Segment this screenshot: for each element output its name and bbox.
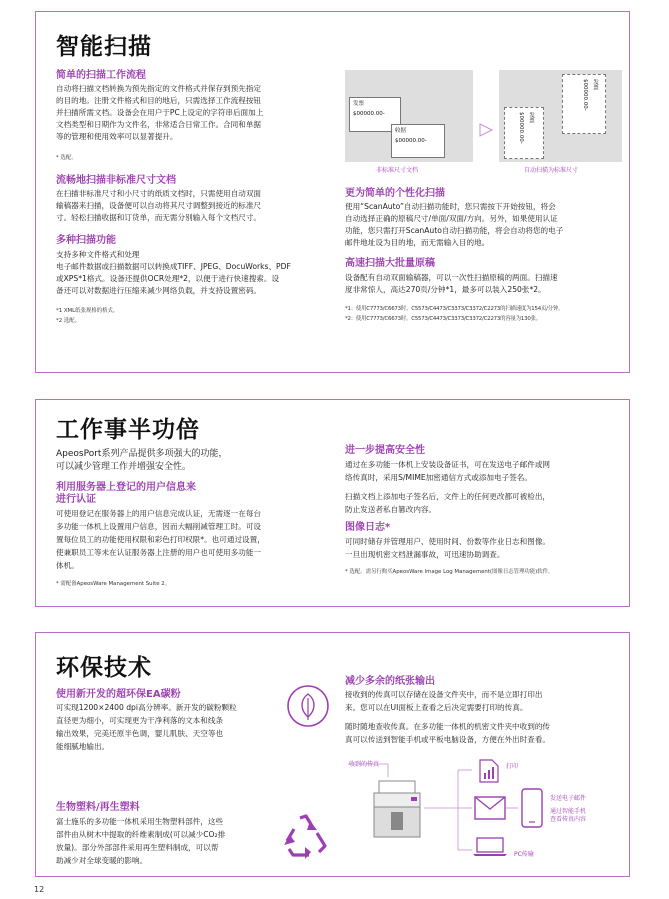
text-line: 寸。轻松扫描收据和订货单，而无需分别输入每个文档尺寸。 [56, 213, 262, 222]
received-fax-label: 收到的传真 [349, 761, 380, 768]
footnote: *2：使用C7773/C6673时。C5573/C4473/C3373/C3372/C2273的容量为130张。 [345, 316, 541, 322]
phone-label-1: 通过智能手机 [550, 808, 587, 815]
text-line: 助减少对全球变暖的影响。 [56, 856, 148, 865]
eco-title: 环保技术 [56, 655, 152, 681]
text-line: 多功能一体机上设置用户信息，因而大幅削减管理工时。可设 [56, 522, 262, 531]
receipt-amount: $00000.00- [395, 138, 427, 144]
text-line: 络传真时，采用S/MIME加密通信方式或添加电子签名。 [345, 473, 532, 482]
print-label: 打印 [506, 763, 519, 770]
footnote: * 选配。 [56, 155, 77, 161]
text-line: 备还可以对数据进行压缩来减少网络负载，并支持设置密码。 [56, 286, 262, 295]
text-line: 邮件地址设为目的地，而无需输入目的地。 [345, 238, 490, 247]
reduce-paper-heading: 减少多余的纸张输出 [345, 676, 435, 687]
image-log-heading: 图像日志* [345, 522, 391, 533]
document-print-icon [478, 759, 500, 783]
phone-label-2: 查看传真内容 [550, 816, 587, 823]
text-line: 部件由从树木中提取的纤维素制成(可以减少CO₂排 [56, 830, 226, 839]
text-line: 电子邮件数据或扫描数据可以转换成TIFF、JPEG、DocuWorks、PDF [56, 262, 291, 271]
text-line: 置每位员工的功能使用权限和彩色打印权限*。也可通过设置， [56, 535, 265, 544]
caption-standard: 自动扫描为标准尺寸 [524, 167, 579, 174]
text-line: 支持多种文件格式和处理 [56, 250, 140, 259]
standard-page-1 [504, 107, 544, 159]
smartphone-icon [521, 788, 543, 828]
lead-line: ApeosPort系列产品提供多项强大的功能， [56, 449, 228, 459]
text-line: 自动选择正确的原稿尺寸/单面/双面/方向。另外，如果使用认证 [345, 214, 558, 223]
text-line: 随时随地查收传真。在多功能一体机的机密文件夹中收到的传 [345, 722, 551, 731]
lead-line: 可以减少管理工作并增强安全性。 [56, 462, 192, 472]
text-line: 输稿器来扫描，设备便可以自动将其尺寸调整到接近的标准尺 [56, 201, 262, 210]
doc-amount: $00000.00- [518, 112, 524, 144]
footnote: * 需配备ApeosWare Management Suite 2。 [56, 581, 171, 587]
efficiency-panel [35, 399, 630, 607]
smart-scan-title: 智能扫描 [56, 34, 152, 60]
receipt-amount: $00000.00- [353, 111, 385, 117]
security-heading: 进一步提高安全性 [345, 445, 425, 456]
connector-lines [36, 633, 631, 878]
text-line: 接收到的传真可以存储在设备文件夹中，而不是立即打印出 [345, 690, 543, 699]
pc-transfer-label: PC传输 [514, 851, 534, 858]
text-line: 一旦出现机密文档泄漏事故，可迅速协助调查。 [345, 550, 505, 559]
smart-scan-panel [35, 11, 630, 373]
standard-page-2 [562, 74, 606, 134]
text-line: 的目的地。注册文件格式和目的地后，只需选择工作流程按钮 [56, 96, 262, 105]
text-line: 输出效果，完美还原半色调，婴儿肌肤、天空等也 [56, 729, 224, 738]
text-line: 防止发送者私自篡改内容。 [345, 505, 437, 514]
text-line: 使用“ScanAuto”自动扫描功能时，您只需按下开始按钮，将会 [345, 202, 556, 211]
text-line: 可使用登记在服务器上的用户信息完成认证，无需逐一在每台 [56, 509, 262, 518]
simple-workflow-heading: 简单的扫描工作流程 [56, 70, 146, 81]
personal-scan-heading: 更为简单的个性化扫描 [345, 188, 445, 199]
text-line: 设备配有自动双面输稿器，可以一次性扫描原稿的两面。扫描速 [345, 273, 558, 282]
footnote: *1 XML纸张规格的格式。 [56, 308, 119, 314]
doc-label: 发票 [528, 112, 534, 123]
text-line: 能细腻地输出。 [56, 742, 110, 751]
receipt-label: 收据 [395, 128, 407, 134]
receipt-label: 发票 [353, 101, 365, 107]
page-number: 12 [34, 885, 45, 894]
mfp-printer-icon [371, 779, 425, 839]
doc-label: 发票 [592, 79, 598, 90]
efficiency-title: 工作事半功倍 [56, 417, 200, 443]
text-line: 放量)。部分外部部件采用再生塑料制成，可以帮 [56, 843, 219, 852]
footnote: *2 选配。 [56, 318, 81, 324]
text-line: 等的管理和使用效率可以显著提升。 [56, 132, 178, 141]
multi-scan-heading: 多种扫描功能 [56, 235, 116, 246]
text-line: 并扫描所需文档。设备会在用户于PC上设定的字符串后面加上 [56, 108, 264, 117]
email-icon [474, 796, 506, 820]
server-auth-heading-2: 进行认证 [56, 494, 96, 505]
doc-amount: $00000.00- [582, 79, 588, 111]
text-line: 真可以传送到智能手机或平板电脑设备，方便在外出时查看。 [345, 735, 551, 744]
text-line: 通过在多功能一体机上安装设备证书，可在发送电子邮件或网 [345, 460, 551, 469]
eco-panel [35, 632, 630, 877]
text-line: 在扫描非标准尺寸和小尺寸的纸质文档时，只需使用自动双面 [56, 189, 262, 198]
server-auth-heading: 利用服务器上登记的用户信息来 [56, 482, 196, 493]
footnote: * 选配。需另行购买ApeosWare Image Log Management(图像日志管理功能)软件。 [345, 569, 554, 575]
text-line: 自动将扫描文档转换为预先指定的文件格式并保存到预先指定 [56, 84, 262, 93]
text-line: 功能，您只需打开ScanAuto自动扫描功能，将会自动将您的电子 [345, 226, 564, 235]
laptop-icon [472, 837, 508, 857]
text-line: 可同时储存并管理用户、使用时间、份数等作业日志和图像。 [345, 537, 551, 546]
text-line: 使兼职员工等未在认证服务器上注册的用户也可使用多功能一 [56, 548, 262, 557]
text-line: 体机。 [56, 561, 79, 570]
nonstandard-size-heading: 流畅地扫描非标准尺寸文档 [56, 175, 176, 186]
text-line: 文档类型和日期作为文件名，非常适合日常工作。合同和单据 [56, 120, 262, 129]
text-line: 扫描文档上添加电子签名后，文件上的任何更改都可被检出， [345, 492, 551, 501]
text-line: 可实现1200×2400 dpi高分辨率。新开发的碳粉颗粒 [56, 703, 237, 712]
high-speed-scan-heading: 高速扫描大批量原稿 [345, 258, 435, 269]
footnote: *1：使用C7773/C6673时。C5573/C4473/C3373/C3372/C2273的扫描速度为154页/分钟。 [345, 306, 564, 312]
text-line: 或XPS*1格式。设备还提供OCR处理*2，以便于进行快速搜索。设 [56, 274, 280, 283]
text-line: 直径更为细小，可实现更为干净利落的文本和线条 [56, 716, 224, 725]
email-label: 发送电子邮件 [550, 795, 587, 802]
text-line: 富士施乐的多功能一体机采用生物塑料部件，这些 [56, 817, 224, 826]
arrow-icon [36, 12, 631, 374]
caption-nonstandard: 非标准尺寸文档 [376, 167, 419, 174]
text-line: 来。您可以在UI面板上查看之后决定需要打印的传真。 [345, 703, 528, 712]
ea-toner-heading: 使用新开发的超环保EA碳粉 [56, 689, 181, 700]
bioplastic-heading: 生物塑料/再生塑料 [56, 802, 140, 813]
text-line: 度非常惊人，高达270页/分钟*1，最多可以装入250张*2。 [345, 285, 546, 294]
